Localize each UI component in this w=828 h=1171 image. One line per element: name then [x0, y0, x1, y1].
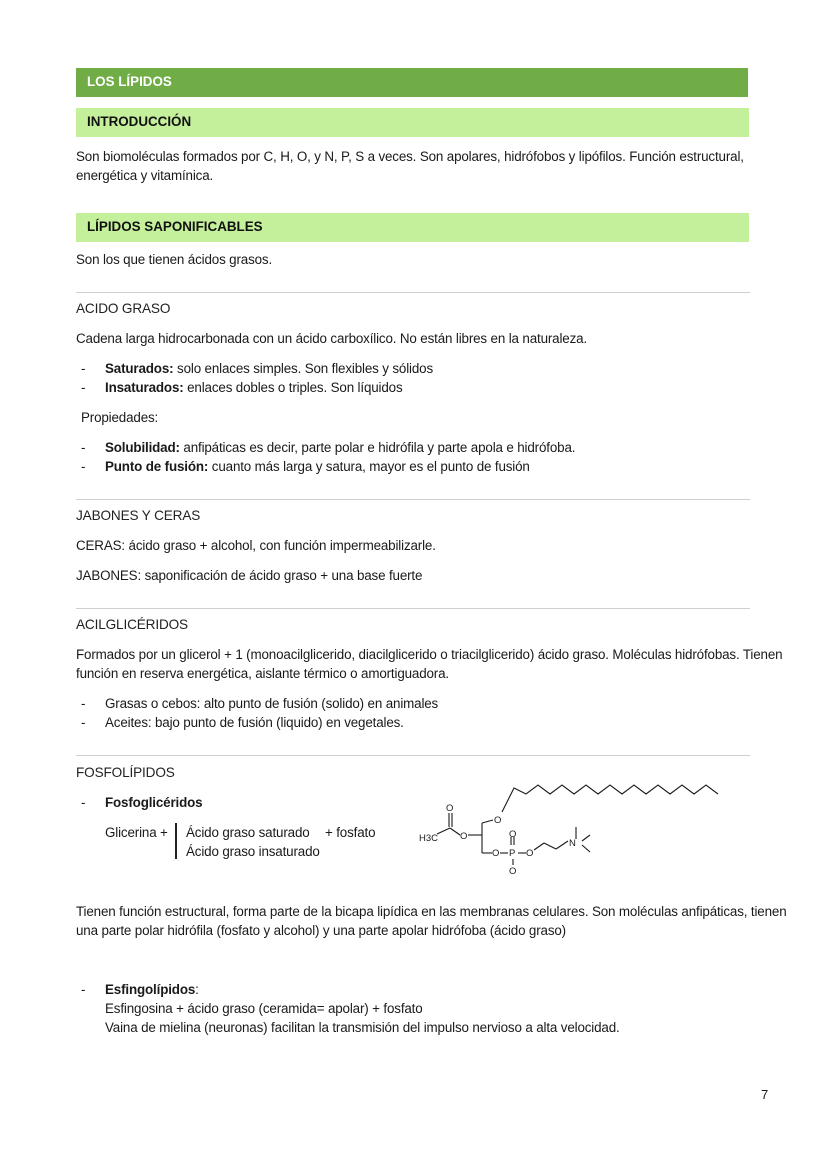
esfingolipidos-title: Esfingolípidos [105, 982, 196, 997]
o-minus-label: O [509, 866, 517, 877]
intro-heading: INTRODUCCIÓN [87, 114, 192, 129]
jabones-heading: JABONES Y CERAS [76, 508, 201, 523]
fosfolipidos-heading: FOSFOLÍPIDOS [76, 765, 175, 780]
bullet-text: solo enlaces simples. Son flexibles y sólidos [173, 361, 434, 376]
acilgliceridos-line-1: Formados por un glicerol + 1 (monoacilglicerido, diacilglicerido o triacilglicerido) ácido graso. Moléculas hidrófobas. Tienen [76, 647, 783, 662]
propiedades-label: Propiedades: [81, 410, 159, 425]
bullet-text: enlaces dobles o triples. Son líquidos [183, 380, 403, 395]
o-ester-label: O [460, 831, 468, 842]
bullet-bold: Solubilidad: [105, 440, 180, 455]
bullet-bold: Saturados: [105, 361, 174, 376]
ceras-text: CERAS: ácido graso + alcohol, con función impermeabilizarle. [76, 538, 436, 553]
title-header-bar [76, 68, 748, 97]
fosfolipidos-line-1: Tienen función estructural, forma parte de la bicapa lipídica en las membranas celulares. Son moléculas anfipáticas, tienen [76, 904, 787, 919]
acilgliceridos-line-2: función en reserva energética, aislante térmico o amortiguadora. [76, 666, 449, 681]
saponificables-heading: LÍPIDOS SAPONIFICABLES [87, 219, 263, 234]
acilgliceridos-heading: ACILGLICÉRIDOS [76, 617, 188, 632]
acido-graso-heading: ACIDO GRASO [76, 301, 171, 316]
fosfolipidos-line-2: una parte polar hidrófila (fosfato y alcohol) y una parte apolar hidrófoba (ácido graso) [76, 923, 566, 938]
fatty-acid-chain [502, 785, 718, 812]
phospholipid-structure-diagram [410, 775, 730, 880]
jabones-text: JABONES: saponificación de ácido graso + una base fuerte [76, 568, 423, 583]
saponificables-header-bar [76, 213, 749, 242]
acido-graso-text: Cadena larga hidrocarbonada con un ácido carboxílico. No están libres en la naturaleza. [76, 331, 588, 346]
fosfato-label: + fosfato [325, 825, 376, 840]
bullet-text: Grasas o cebos: alto punto de fusión (solido) en animales [105, 696, 439, 711]
o-p-right-label: O [526, 848, 534, 859]
bullet-text: Aceites: bajo punto de fusión (liquido) en vegetales. [105, 715, 404, 730]
intro-line-2: energética y vitamínica. [76, 168, 214, 183]
o-chain-label: O [494, 815, 502, 826]
p-label: P [509, 848, 516, 859]
o-carbonyl-label: O [446, 803, 454, 814]
brace-line [175, 823, 177, 859]
esfingolipidos-line-2: Vaina de mielina (neuronas) facilitan la transmisión del impulso nervioso a alta velocidad. [105, 1020, 620, 1035]
glicerina-label: Glicerina + [105, 825, 168, 840]
h3c-label: H3C [419, 833, 439, 844]
n-plus-label: N [569, 838, 576, 849]
acido-insaturado-label: Ácido graso insaturado [186, 844, 320, 859]
intro-line-1: Son biomoléculas formados por C, H, O, y N, P, S a veces. Son apolares, hidrófobos y lipófilos. Función estructural, [76, 149, 744, 164]
o-p-left-label: O [492, 848, 500, 859]
bullet-bold: Insaturados: [105, 380, 184, 395]
bullet-text: cuanto más larga y satura, mayor es el punto de fusión [208, 459, 530, 474]
divider [76, 608, 750, 609]
esfingolipidos-line-1: Esfingosina + ácido graso (ceramida= apolar) + fosfato [105, 1001, 423, 1016]
bullet-bold: Punto de fusión: [105, 459, 209, 474]
divider [76, 292, 750, 293]
o-p-top-label: O [509, 829, 517, 840]
esfingolipidos-colon: : [195, 982, 199, 997]
saponificables-text: Son los que tienen ácidos grasos. [76, 252, 273, 267]
intro-header-bar [76, 108, 749, 137]
fosfogliceridos-title: Fosfoglicéridos [105, 795, 203, 810]
bullet-text: anfipáticas es decir, parte polar e hidrófila y parte apola e hidrófoba. [179, 440, 576, 455]
page-title: LOS LÍPIDOS [87, 74, 172, 89]
acido-saturado-label: Ácido graso saturado [186, 825, 310, 840]
page-number: 7 [761, 1087, 769, 1102]
divider [76, 755, 750, 756]
divider [76, 499, 750, 500]
